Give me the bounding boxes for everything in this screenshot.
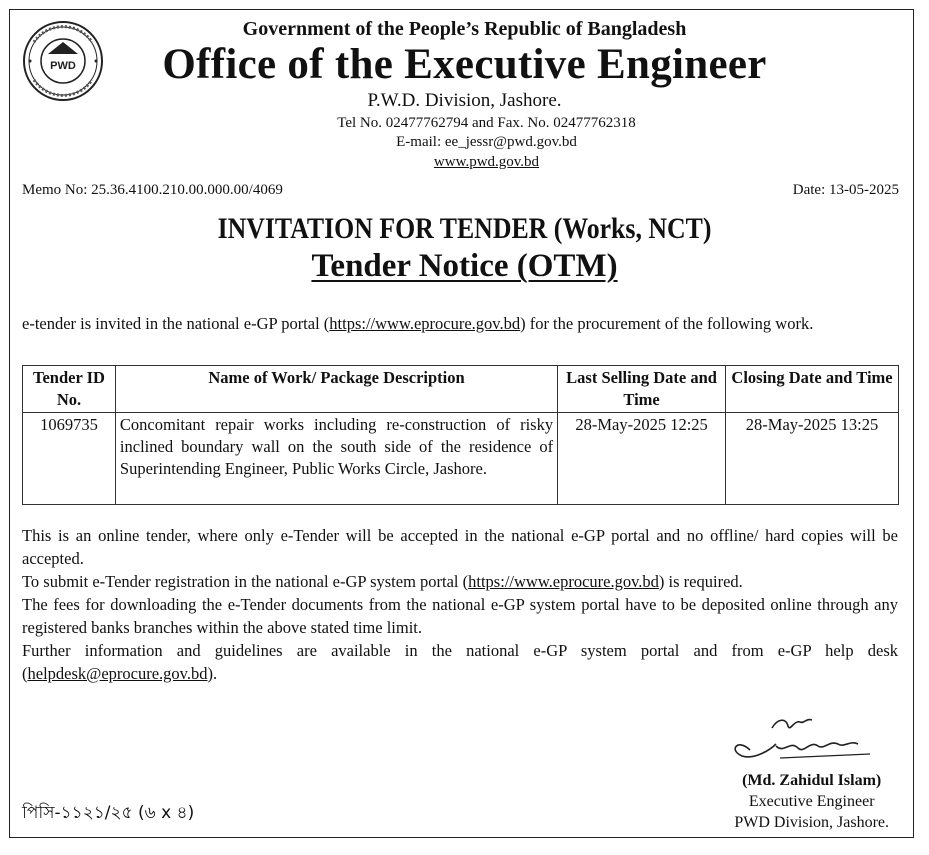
- website-line: [22, 154, 929, 171]
- description-cell: Concomitant repair works including re-construction of risky inclined boundary wall on the south side of the residence of Superintending Engineer, Public Works Circle, Jashore.: [115, 413, 557, 505]
- email-line: E-mail: ee_jessr@pwd.gov.bd: [396, 134, 577, 150]
- registration-paragraph: [22, 570, 898, 593]
- signatory-office: PWD Division, Jashore.: [734, 814, 889, 831]
- registration-before: To submit e-Tender registration in the national e-GP system portal (: [22, 572, 469, 591]
- signature-icon: [720, 710, 880, 770]
- helpdesk-link[interactable]: helpdesk@eprocure.gov.bd: [27, 664, 208, 683]
- col-header-last-selling: Last Selling Date and Time: [558, 366, 726, 413]
- division-line: P.W.D. Division, Jashore.: [367, 90, 562, 111]
- invitation-title: INVITATION FOR TENDER (Works, NCT): [217, 212, 712, 245]
- tender-id-cell: 1069735: [23, 413, 116, 505]
- fees-paragraph: The fees for downloading the e-Tender documents from the national e-GP system portal have to be deposited online through any registered banks branches within the above stated time limit.: [22, 595, 898, 637]
- signatory-block: [734, 770, 889, 833]
- helpdesk-before: Further information and guidelines are available in the national e-GP system portal and from e-GP help desk (: [22, 641, 898, 683]
- conditions-block: [22, 524, 898, 685]
- tel-fax-line: Tel No. 02477762794 and Fax. No. 02477762318: [337, 115, 636, 131]
- website-link[interactable]: www.pwd.gov.bd: [433, 154, 540, 170]
- signatory-name: (Md. Zahidul Islam): [742, 772, 882, 789]
- closing-cell: 28-May-2025 13:25: [726, 413, 899, 505]
- signatory-designation: Executive Engineer: [748, 793, 875, 810]
- table-row: [23, 413, 899, 505]
- registration-after: ) is required.: [658, 572, 743, 591]
- col-header-closing: Closing Date and Time: [726, 366, 899, 413]
- government-heading: Government of the People’s Republic of Bangladesh: [242, 18, 687, 40]
- memo-date: Date: 13-05-2025: [792, 182, 899, 198]
- notice-title: [0, 248, 929, 285]
- helpdesk-paragraph: [22, 639, 898, 685]
- registration-link[interactable]: https://www.eprocure.gov.bd: [468, 572, 659, 591]
- pc-code: পিসি-১১২১/২৫ (৬ x ৪): [22, 803, 195, 823]
- eprocure-link[interactable]: https://www.eprocure.gov.bd: [329, 314, 521, 333]
- memo-number: Memo No: 25.36.4100.210.00.000.00/4069: [22, 182, 283, 198]
- office-heading: Office of the Executive Engineer: [162, 41, 767, 88]
- last-selling-cell: 28-May-2025 12:25: [558, 413, 726, 505]
- helpdesk-after: ).: [207, 664, 218, 683]
- online-tender-paragraph: This is an online tender, where only e-Tender will be accepted in the national e-GP portal and no offline/ hard copies will be accepted.: [22, 526, 898, 568]
- table-header-row: [23, 366, 899, 413]
- tender-table: [22, 365, 899, 505]
- col-header-description: Name of Work/ Package Description: [115, 366, 557, 413]
- intro-before: e-tender is invited in the national e-GP portal (: [22, 314, 330, 333]
- col-header-tender-id: Tender ID No.: [23, 366, 116, 413]
- intro-after: ) for the procurement of the following work.: [520, 314, 814, 333]
- notice-title-text: Tender Notice (OTM): [311, 248, 618, 284]
- intro-paragraph: [22, 313, 898, 334]
- seal-text: PWD: [50, 60, 76, 72]
